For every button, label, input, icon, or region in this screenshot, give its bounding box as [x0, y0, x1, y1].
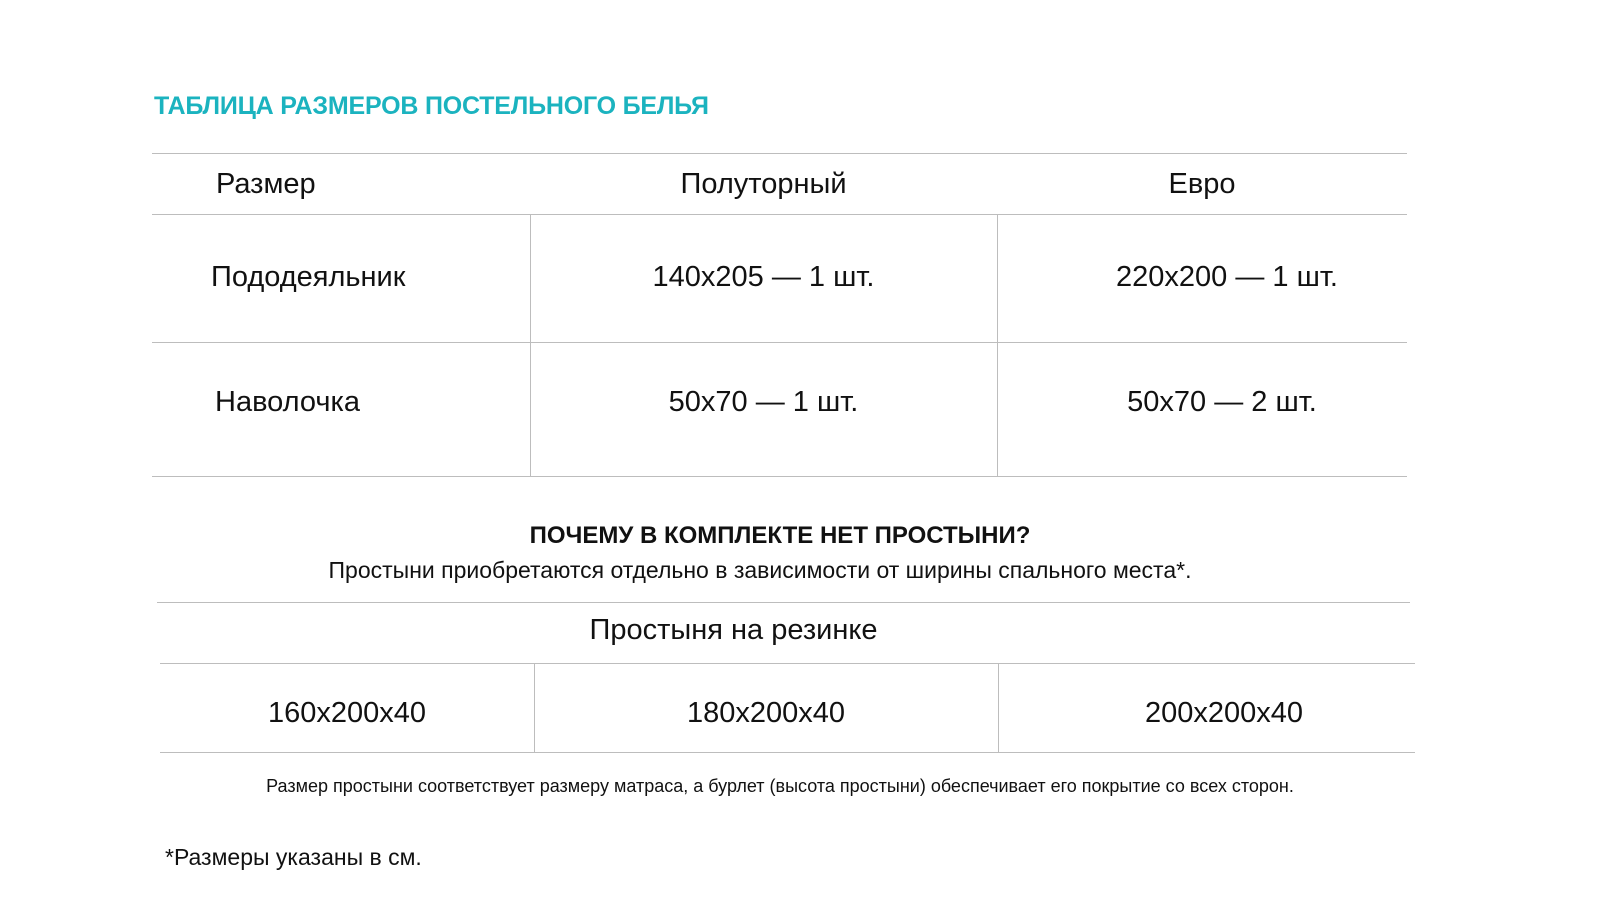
header-polutorny: Полуторный	[680, 168, 847, 200]
sheet-note: Размер простыни соответствует размеру матраса, а бурлет (высота простыни) обеспечивает его покрытие со всех сторон.	[266, 776, 1294, 796]
table-divider	[152, 214, 1407, 215]
table-divider	[152, 476, 1407, 477]
footnote: *Размеры указаны в см.	[165, 844, 422, 870]
table-divider	[160, 663, 1415, 664]
page-title: ТАБЛИЦА РАЗМЕРОВ ПОСТЕЛЬНОГО БЕЛЬЯ	[154, 92, 709, 120]
row-polutorny-value: 140х205 — 1 шт.	[652, 261, 875, 293]
sheet-size-cell: 180х200х40	[686, 697, 846, 729]
section-description: Простыни приобретаются отдельно в зависимости от ширины спального места*.	[328, 557, 1192, 583]
table-divider	[997, 214, 998, 476]
row-polutorny-value: 50х70 — 1 шт.	[668, 386, 859, 418]
row-evro-value: 220х200 — 1 шт.	[1116, 261, 1338, 293]
table-divider	[160, 752, 1415, 753]
table-divider	[152, 342, 1407, 343]
sheet-table-header: Простыня на резинке	[589, 614, 878, 646]
row-item-label: Наволочка	[215, 386, 360, 418]
row-evro-value: 50х70 — 2 шт.	[1127, 386, 1317, 418]
row-item-label: Пододеяльник	[211, 261, 406, 293]
table-divider	[530, 214, 531, 476]
table-divider	[157, 602, 1410, 603]
sheet-size-cell: 200х200х40	[1144, 697, 1304, 729]
header-size: Размер	[216, 168, 316, 200]
sheet-size-cell: 160х200х40	[267, 697, 427, 729]
header-evro: Евро	[1168, 168, 1236, 200]
table-divider	[152, 153, 1407, 154]
section-title: ПОЧЕМУ В КОМПЛЕКТЕ НЕТ ПРОСТЫНИ?	[529, 522, 1031, 549]
